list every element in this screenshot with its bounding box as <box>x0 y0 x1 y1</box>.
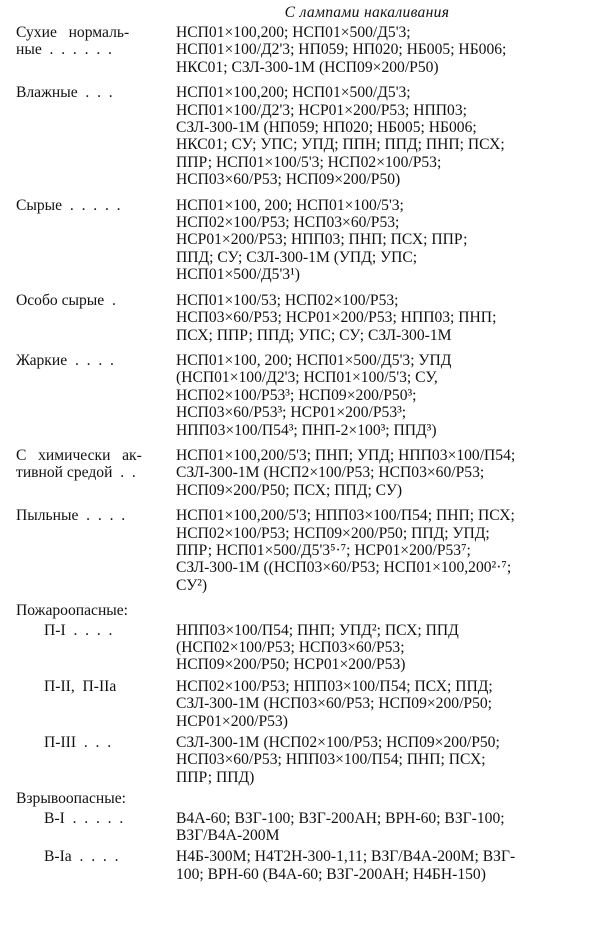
category-label: П-I . . . . <box>44 621 113 639</box>
fixture-line: НСП01×100/53; НСП02×100/Р53; <box>176 291 399 309</box>
fixture-line: НСП02×100/Р53; НСП03×60/Р53; <box>176 214 400 232</box>
fixture-line: НСП01×100, 200; НСП01×500/Д5'3; УПД <box>176 351 452 369</box>
entry-row <box>16 622 608 674</box>
fixture-line: СЗЛ-300-1М ((НСП03×60/Р53; НСП01×100,200²·⁷; <box>176 559 512 577</box>
fixture-line: ВЗГ/В4А-200М <box>176 827 280 845</box>
fixture-list <box>176 447 608 499</box>
fixture-line: НСП01×100, 200; НСП01×100/5'3; <box>176 196 404 214</box>
fixture-line: НСП01×100,200; НСП01×500/Д5'3; <box>176 24 411 41</box>
fixture-line: НПП03×100/П54; ПНП; УПД²; ПСХ; ППД <box>176 621 459 639</box>
entry-row <box>16 810 608 845</box>
fixture-list <box>176 352 608 439</box>
fixture-line: ППР; НСП01×100/5'3; НСП02×100/Р53; <box>176 153 442 171</box>
entry-row <box>16 84 608 188</box>
fixture-line: НСП03×60/Р53; НСП09×200/Р50) <box>176 171 401 189</box>
entry-row <box>16 678 608 730</box>
fixture-line: В4А-60; ВЗГ-100; ВЗГ-200АН; ВРН-60; ВЗГ-100; <box>176 809 505 827</box>
fixture-line: 100; ВРН-60 (В4А-60; ВЗГ-200АН; Н4БН-150) <box>176 865 486 883</box>
fixture-line: НСП03×60/Р53; НПП03×100/П54; ПНП; ПСХ; <box>176 751 486 769</box>
category-label: В-I . . . . . <box>44 809 124 827</box>
fixture-line: НКС01; СУ; УПС; УПД; ППН; ППД; ПНП; ПСХ; <box>176 136 505 154</box>
entry-row <box>16 352 608 439</box>
premise-groups <box>16 24 608 594</box>
entry-row <box>16 292 608 344</box>
entries <box>16 24 608 887</box>
fixture-list <box>176 622 608 674</box>
fixture-line: ППД; СУ; СЗЛ-300-1М (УПД; УПС; <box>176 248 418 266</box>
fixture-list <box>176 678 608 730</box>
fixture-list <box>176 507 608 594</box>
fixture-line: (НСП02×100/Р53; НСП03×60/Р53; <box>176 639 405 656</box>
category-label: Сухие нормаль- ные . . . . . . <box>16 24 130 59</box>
fixture-line: НСП09×200/Р50; НСР01×200/Р53) <box>176 656 406 674</box>
category-label: С химически ак- тивной средой . . <box>16 446 142 482</box>
fixture-line: ППР; НСП01×500/Д5'3⁵·⁷; НСР01×200/Р53⁷; <box>176 541 471 559</box>
fixture-line: НСП02×100/Р53; НСП09×200/Р50; ППД; УПД; <box>176 524 490 542</box>
fixture-line: НСР01×200/Р53; НПП03; ПНП; ПСХ; ППР; <box>176 231 468 249</box>
fire-hazard-heading: Пожароопасные: <box>16 602 129 620</box>
fixture-list <box>176 810 608 845</box>
entry-row <box>16 848 608 883</box>
fixture-line: НСП01×100,200/5'3; ПНП; УПД; НПП03×100/П54; <box>176 446 516 464</box>
explosion-hazard-groups <box>16 810 608 884</box>
fixture-line: СУ²) <box>176 576 208 594</box>
fixture-list <box>176 24 608 76</box>
entry-row <box>16 734 608 786</box>
category-label: В-Iа . . . . <box>44 848 119 866</box>
fixture-line: НСП02×100/Р53³; НСП09×200/Р50³; <box>176 386 417 404</box>
fixture-line: НКС01; СЗЛ-300-1М (НСП09×200/Р50) <box>176 58 439 76</box>
entry-row <box>16 24 608 76</box>
category-label: Жаркие . . . . <box>16 351 114 369</box>
fixture-line: СЗЛ-300-1М (НСП2×100/Р53; НСП03×60/Р53; <box>176 464 485 482</box>
fire-hazard-groups <box>16 622 608 787</box>
fixture-line: НСП01×500/Д5'3¹) <box>176 266 300 284</box>
fixture-line: Н4Б-300М; Н4Т2Н-300-1,11; ВЗГ/В4А-200М; ВЗГ- <box>176 848 516 866</box>
fixture-line: СЗЛ-300-1М (НСП02×100/Р53; НСП09×200/Р50; <box>176 734 500 752</box>
fixture-line: НСП01×100,200; НСП01×500/Д5'3; <box>176 84 411 102</box>
category-label: Влажные . . . <box>16 84 113 102</box>
fixture-line: НПП03×100/П54³; ПНП-2×100³; ППД³) <box>176 421 437 439</box>
category-label: Пыльные . . . . <box>16 507 126 525</box>
category-label: Особо сырые . <box>16 291 116 309</box>
fixture-line: НСП01×100/Д2'3; НСР01×200/Р53; НПП03; <box>176 101 467 119</box>
explosion-hazard-heading: Взрывоопасные: <box>16 790 126 808</box>
fixture-list <box>176 848 608 883</box>
fixture-list <box>176 84 608 188</box>
fixture-line: (НСП01×100/Д2'3; НСП01×100/5'3; СУ, <box>176 369 438 387</box>
fixture-line: НСП01×100/Д2'3; НП059; НП020; НБ005; НБ006; <box>176 41 507 59</box>
fixture-line: НСП02×100/Р53; НПП03×100/П54; ПСХ; ППД; <box>176 677 493 695</box>
entry-row <box>16 507 608 594</box>
fixture-line: ППР; ППД) <box>176 768 255 786</box>
fixture-line: НСП03×60/Р53; НСР01×200/Р53; НПП03; ПНП; <box>176 309 497 327</box>
page-title: С лампами накаливания <box>284 4 450 21</box>
fixture-line: ПСХ; ППР; ППД; УПС; СУ; СЗЛ-300-1М <box>176 326 452 344</box>
entry-row <box>16 197 608 284</box>
fixture-list <box>176 734 608 786</box>
fixture-line: СЗЛ-300-1М (НСП03×60/Р53; НСП09×200/Р50; <box>176 695 493 713</box>
entry-row <box>16 447 608 499</box>
category-label: П-III . . . <box>44 734 112 752</box>
fixture-list <box>176 292 608 344</box>
fixture-line: НСП01×100,200/5'3; НПП03×100/П54; ПНП; ПСХ; <box>176 507 515 525</box>
fixture-line: СЗЛ-300-1М (НП059; НП020; НБ005; НБ006; <box>176 119 477 137</box>
fixture-list <box>176 197 608 284</box>
fixture-line: НСП03×60/Р53³; НСР01×200/Р53³; <box>176 404 407 422</box>
category-label: Сырые . . . . . <box>16 196 121 214</box>
fixture-line: НСР01×200/Р53) <box>176 712 288 730</box>
category-label: П-II, П-IIа <box>44 677 117 695</box>
fixture-line: НСП09×200/Р50; ПСХ; ППД; СУ) <box>176 481 403 499</box>
